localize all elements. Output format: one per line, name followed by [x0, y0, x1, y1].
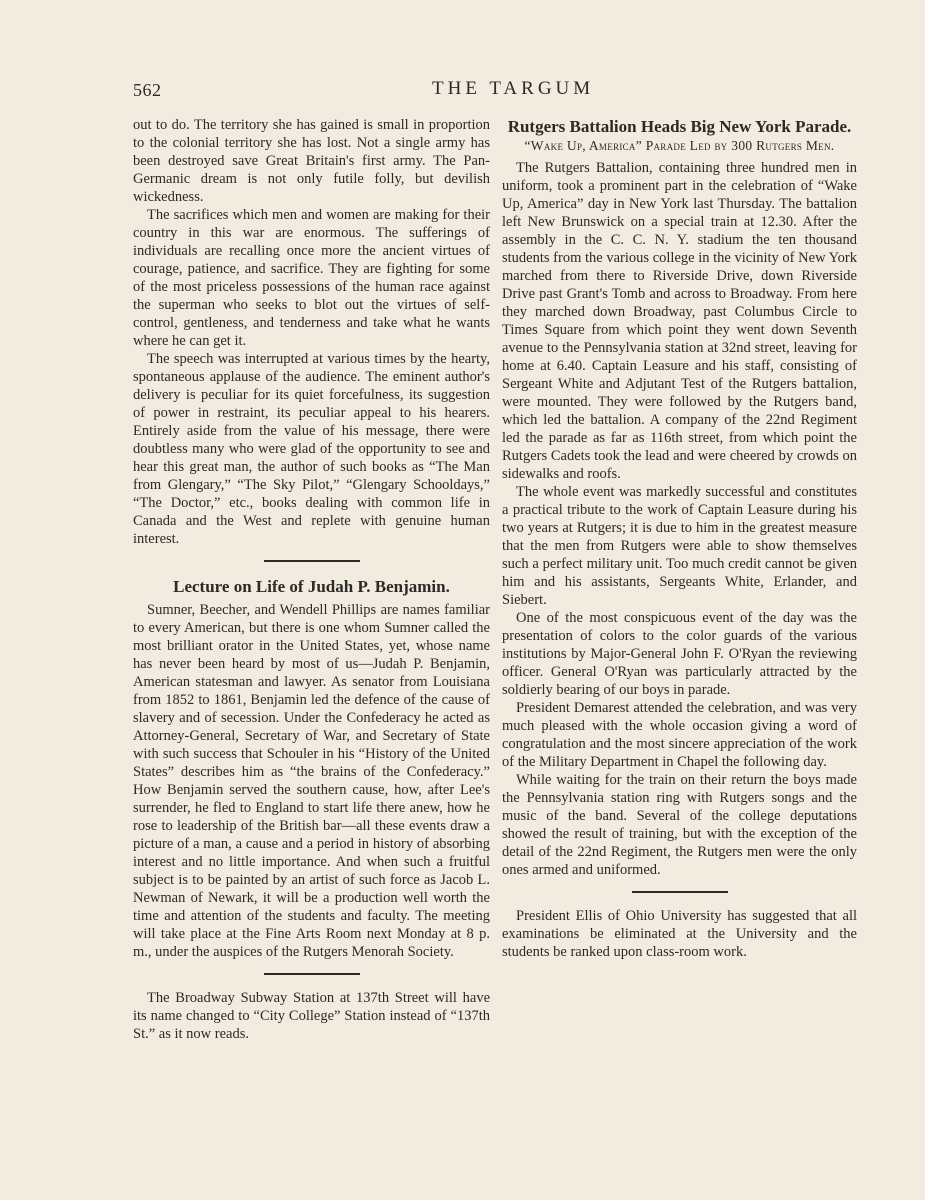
- lecture-paragraph: Sumner, Beecher, and Wendell Phillips are names familiar to every American, but there is one whom Sumner called the most brilliant orator in the United States, yet, whose name has never been heard by most of us—Judah P. Benjamin, American statesman and lawyer. As senator from Louisiana from 1852 to 1861, Benjamin led the defence of the cause of slavery and of secession. Under the Confederacy he acted as Attorney-General, Secretary of War, and Secretary of State with such success that Schouler in his “History of the United States” describes him as “the brains of the Confederacy.” How Benjamin served the southern cause, how, after Lee's surrender, he fled to England to start life there anew, how he rose to leadership of the British bar—all these events draw a picture of a man, a cause and a period in history of absorbing interest and no little importance. And when such a fruitful subject is to be painted by an artist of such force as Jacob L. Newman of Newark, it will be a production well worth the time and attention of the students and faculty. The meeting will take place at the Fine Arts Room next Monday at 8 p. m., under the auspices of the Rutgers Menorah Society.: [133, 602, 490, 960]
- article-paragraph: The speech was interrupted at various times by the hearty, spontaneous applause of the audience. The eminent author's delivery is peculiar for its quiet forcefulness, its suggestion of power in restraint, its peculiar appeal to his hearers. Entirely aside from the value of his message, there were doubtless many who were glad of the opportunity to see and hear this great man, the author of such books as “The Man from Glengary,” “The Sky Pilot,” “Glengary Schooldays,” “The Doctor,” etc., books dealing with common life in Canada and the West and replete with genuine human interest.: [133, 351, 490, 547]
- parade-subheadline: “Wake Up, America” Parade Led by 300 Rutgers Men.: [524, 138, 835, 153]
- section-divider: [264, 973, 360, 975]
- article-paragraph: The sacrifices which men and women are making for their country in this war are enormous. The sufferings of individuals are recalling once more the ancient virtues of courage, patience, and sacrifice. They are fighting for some of the most priceless possessions of the human race against the superman who seeks to blot out the virtues of self-control, gentleness, and tenderness and take what he wants where he can get it.: [133, 207, 490, 349]
- lecture-headline: Lecture on Life of Judah P. Benjamin.: [173, 577, 450, 596]
- article-paragraph: President Demarest attended the celebration, and was very much pleased with the whole occasion giving a word of congratulation and the most sincere appreciation of the work of the Military Department in Chapel the following day.: [502, 700, 857, 770]
- page-number: 562: [133, 80, 162, 100]
- left-column: [133, 116, 490, 1043]
- article-continuation-paragraph: out to do. The territory she has gained is small in proportion to the colonial territory she has lost. Not a single army has been destroyed save Great Britain's first army. The Pan-Germanic dream is not only futile folly, but devilish wickedness.: [133, 117, 490, 205]
- article-paragraph: The whole event was markedly successful and constitutes a practical tribute to the work of Captain Leasure during his two years at Rutgers; it is due to him in the greatest measure that the men from Rutgers were able to show themselves such a perfect military unit. Too much credit cannot be given him and his assistants, Sergeants White, Erlander, and Siebert.: [502, 484, 857, 608]
- article-paragraph: The Rutgers Battalion, containing three hundred men in uniform, took a prominent part in the celebration of “Wake Up, America” day in New York last Thursday. The battalion left New Brunswick on a special train at 12.30. After the assembly in the C. C. N. Y. stadium the ten thousand students from the various college in the vicinity of New York marched from there to Riverside Drive, down Riverside Drive past Grant's Tomb and across to Broadway. From here they marched down Broadway, past Columbus Circle to Times Square from which point they went down Seventh avenue to the Pennsylvania station at 32nd street, leaving for home at 6.40. Captain Leasure and his staff, consisting of Sergeant White and Adjutant Test of the Rutgers battalion, were mounted. They were followed by the Rutgers band, which led the battalion. A company of the 22nd Regiment led the parade as far as 116th street, from which point the Rutgers Cadets took the lead and were cheered by crowds on sidewalks and roofs.: [502, 160, 857, 482]
- parade-headline: Rutgers Battalion Heads Big New York Parade.: [507, 117, 852, 136]
- article-paragraph: While waiting for the train on their return the boys made the Pennsylvania station ring with Rutgers songs and the music of the band. Several of the college deputations showed the result of training, but with the exception of the detail of the 22nd Regiment, the Rutgers men were the only ones armed and uniformed.: [502, 772, 857, 878]
- article-paragraph: One of the most conspicuous event of the day was the presentation of colors to the color guards of the various institutions by Major-General John F. O'Ryan the reviewing officer. General O'Ryan was particularly attracted by the soldierly bearing of our boys in parade.: [502, 610, 857, 698]
- section-divider: [264, 560, 360, 562]
- masthead: THE TARGUM: [432, 78, 595, 99]
- subway-note-paragraph: The Broadway Subway Station at 137th Street will have its name changed to “City College” Station instead of “137th St.” as it now reads.: [133, 990, 490, 1042]
- ellis-note-paragraph: President Ellis of Ohio University has suggested that all examinations be eliminated at the University and the students be ranked upon class-room work.: [502, 908, 857, 960]
- right-column: [502, 116, 857, 961]
- section-divider: [632, 891, 728, 893]
